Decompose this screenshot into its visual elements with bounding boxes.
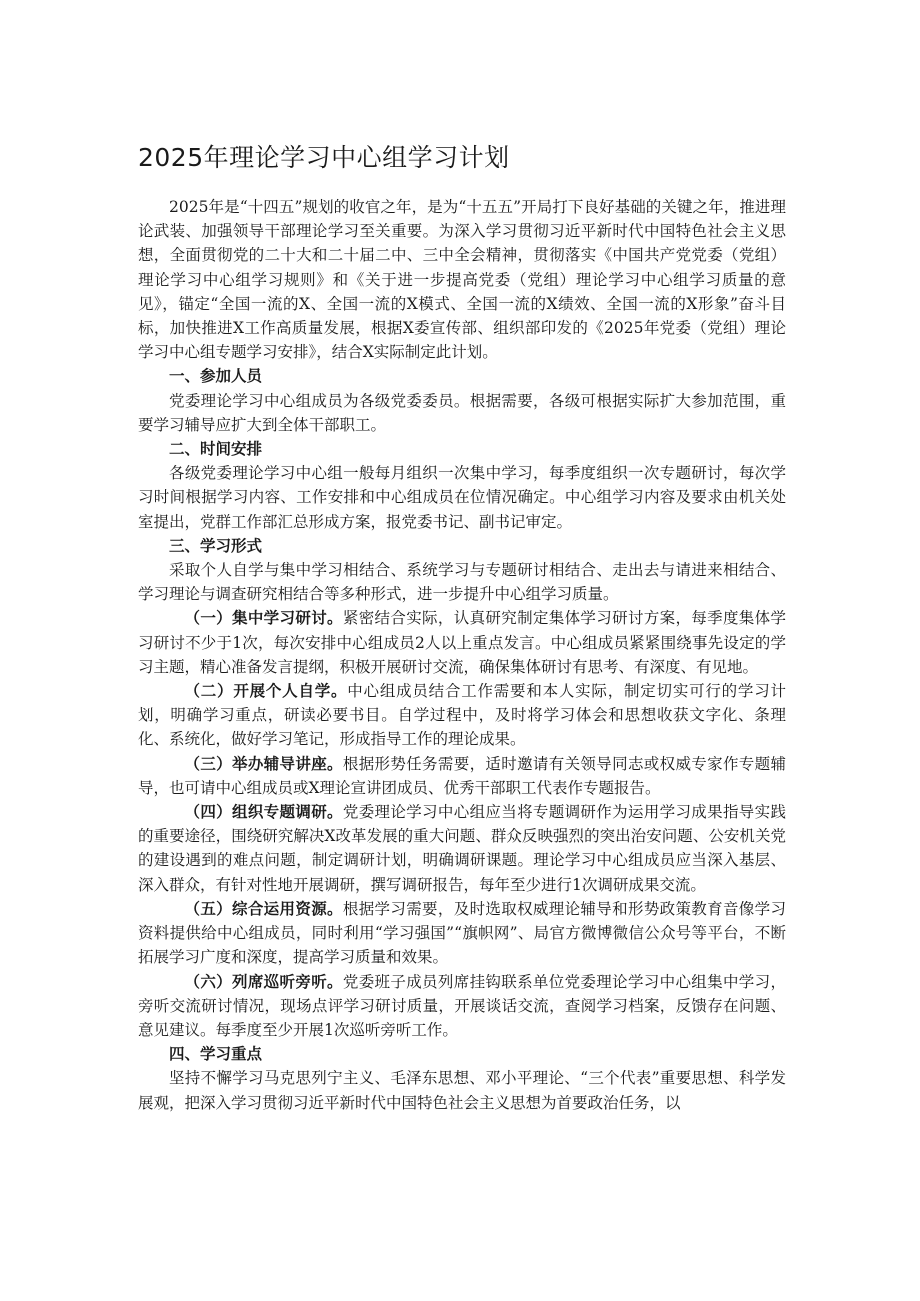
list-item-label: （三）举办辅导讲座。 bbox=[184, 753, 343, 773]
list-item bbox=[138, 606, 786, 679]
section-heading-schedule: 二、时间安排 bbox=[169, 439, 263, 459]
section-body-focus: 坚持不懈学习马克思列宁主义、毛泽东思想、邓小平理论、“三个代表”重要思想、科学发展观，把深入学习贯彻习近平新时代中国特色社会主义思想为首要政治任务，以 bbox=[138, 1069, 786, 1112]
section-body-participants: 党委理论学习中心组成员为各级党委委员。根据需要，各级可根据实际扩大参加范围，重要学习辅导应扩大到全体干部职工。 bbox=[138, 391, 786, 434]
list-item-text: 紧密结合实际，认真研究制定集体学习研讨方案，每季度集体学习研讨不少于1次，每次安排中心组成员2人以上重点发言。中心组成员紧紧围绕事先设定的学习主题，精心准备发言提纲，积极开展研讨交流，确保集体研讨有思考、有深度、有见地。 bbox=[138, 609, 786, 676]
list-item bbox=[138, 752, 786, 800]
intro-paragraph: 2025年是“十四五”规划的收官之年，是为“十五五”开局打下良好基础的关键之年，推进理论武装、加强领导干部理论学习至关重要。为深入学习贯彻习近平新时代中国特色社会主义思想，全面贯彻党的二十大和二十届二中、三中全会精神，贯彻落实《中国共产党党委（党组）理论学习中心组学习规则》和《关于进一步提高党委（党组）理论学习中心组学习质量的意见》，锚定“全国一流的X、全国一流的X模式、全国一流的X绩效、全国一流的X形象”奋斗目标，加快推进X工作高质量发展，根据X委宣传部、组织部印发的《2025年党委（党组）理论学习中心组专题学习安排》，结合X实际制定此计划。 bbox=[138, 198, 786, 362]
section-body-schedule: 各级党委理论学习中心组一般每月组织一次集中学习，每季度组织一次专题研讨，每次学习时间根据学习内容、工作安排和中心组成员在位情况确定。中心组学习内容及要求由机关处室提出，党群工作部汇总形成方案，报党委书记、副书记审定。 bbox=[138, 464, 786, 531]
list-item-label: （六）列席巡听旁听。 bbox=[184, 971, 343, 991]
list-item bbox=[138, 970, 786, 1043]
list-item bbox=[138, 897, 786, 970]
section-heading-forms: 三、学习形式 bbox=[169, 535, 263, 555]
section-heading-participants: 一、参加人员 bbox=[169, 366, 263, 386]
section-heading-focus: 四、学习重点 bbox=[169, 1044, 263, 1064]
list-item-label: （四）组织专题调研。 bbox=[184, 802, 343, 822]
list-item-text: 根据形势任务需要，适时邀请有关领导同志或权威专家作专题辅导，也可请中心组成员或X理论宣讲团成员、优秀干部职工代表作专题报告。 bbox=[138, 754, 786, 797]
list-item bbox=[138, 679, 786, 752]
list-item-text: 党委班子成员列席挂钩联系单位党委理论学习中心组集中学习，旁听交流研讨情况，现场点评学习研讨质量，开展谈话交流，查阅学习档案，反馈存在问题、意见建议。每季度至少开展1次巡听旁听工作。 bbox=[138, 972, 786, 1039]
document-body bbox=[138, 195, 786, 1115]
list-item-text: 根据学习需要，及时选取权威理论辅导和形势政策教育音像学习资料提供给中心组成员，同时利用“学习强国”“旗帜网”、局官方微博微信公众号等平台，不断拓展学习广度和深度，提高学习质量和效果。 bbox=[138, 899, 786, 967]
list-item-label: （一）集中学习研讨。 bbox=[184, 608, 343, 628]
list-item bbox=[138, 800, 786, 897]
section-body-forms: 采取个人自学与集中学习相结合、系统学习与专题研讨相结合、走出去与请进来相结合、学习理论与调查研究相结合等多种形式，进一步提升中心组学习质量。 bbox=[138, 561, 786, 604]
list-item-text: 党委理论学习中心组应当将专题调研作为运用学习成果指导实践的重要途径，围绕研究解决X改革发展的重大问题、群众反映强烈的突出治安问题、公安机关党的建设遇到的难点问题，制定调研计划，明确调研课题。理论学习中心组成员应当深入基层、深入群众，有针对性地开展调研，撰写调研报告，每年至少进行1次调研成果交流。 bbox=[138, 803, 786, 894]
list-item-label: （五）综合运用资源。 bbox=[184, 898, 343, 918]
list-item-label: （二）开展个人自学。 bbox=[184, 681, 348, 701]
document-title: 2025年理论学习中心组学习计划 bbox=[138, 143, 510, 172]
list-item-text: 中心组成员结合工作需要和本人实际，制定切实可行的学习计划，明确学习重点，研读必要书目。自学过程中，及时将学习体会和思想收获文字化、条理化、系统化，做好学习笔记，形成指导工作的理论成果。 bbox=[138, 682, 786, 749]
